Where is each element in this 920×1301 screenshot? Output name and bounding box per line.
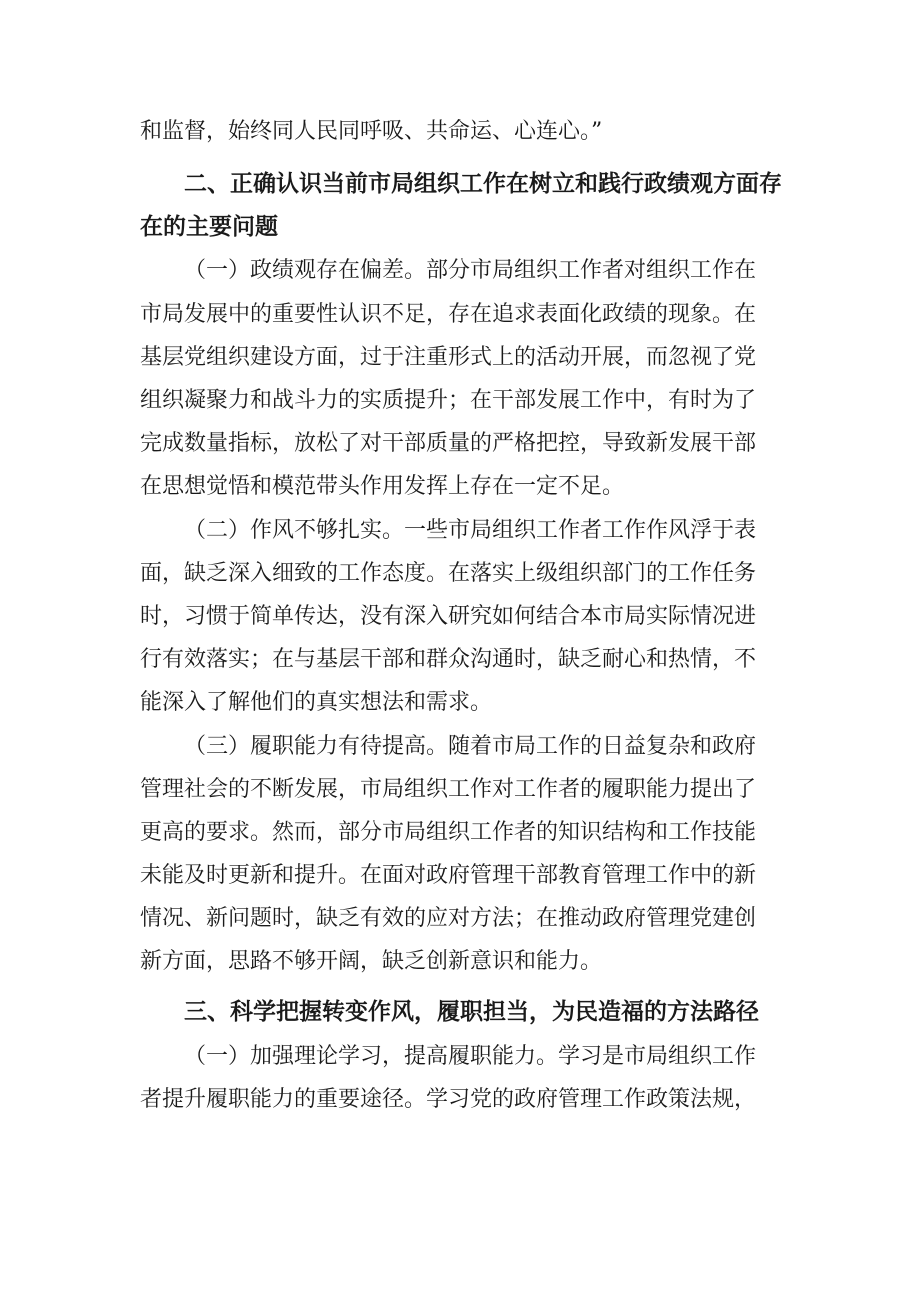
paragraph-line: （三）履职能力有待提高。随着市局工作的日益复杂和政府 — [184, 734, 757, 759]
paragraph-line: 情况、新问题时，缺乏有效的应对方法；在推动政府管理党建创 — [140, 906, 757, 931]
paragraph-line: （一）加强理论学习，提高履职能力。学习是市局组织工作 — [184, 1044, 757, 1069]
paragraph-line: 更高的要求。然而，部分市局组织工作者的知识结构和工作技能 — [140, 820, 757, 845]
paragraph-line: 在思想觉悟和模范带头作用发挥上存在一定不足。 — [140, 474, 625, 499]
paragraph-line: （一）政绩观存在偏差。部分市局组织工作者对组织工作在 — [184, 258, 757, 283]
paragraph-line: 管理社会的不断发展，市局组织工作对工作者的履职能力提出了 — [140, 777, 757, 802]
paragraph-line: 能深入了解他们的真实想法和需求。 — [140, 690, 493, 715]
section-heading-2-cont: 在的主要问题 — [140, 214, 278, 240]
section-heading-2: 二、正确认识当前市局组织工作在树立和践行政绩观方面存 — [184, 171, 782, 197]
paragraph-line: 基层党组织建设方面，过于注重形式上的活动开展，而忽视了党 — [140, 345, 757, 370]
paragraph-line: 市局发展中的重要性认识不足，存在追求表面化政绩的现象。在 — [140, 302, 757, 327]
paragraph-line: 者提升履职能力的重要途径。学习党的政府管理工作政策法规， — [140, 1087, 757, 1112]
paragraph-line: 面，缺乏深入细致的工作态度。在落实上级组织部门的工作任务 — [140, 561, 757, 586]
paragraph-line: 未能及时更新和提升。在面对政府管理干部教育管理工作中的新 — [140, 863, 757, 888]
paragraph-line: 和监督，始终同人民同呼吸、共命运、心连心。” — [140, 119, 603, 144]
paragraph-line: 时，习惯于简单传达，没有深入研究如何结合本市局实际情况进 — [140, 604, 757, 629]
paragraph-line: 行有效落实；在与基层干部和群众沟通时，缺乏耐心和热情，不 — [140, 647, 757, 672]
section-heading-3: 三、科学把握转变作风，履职担当，为民造福的方法路径 — [184, 999, 759, 1025]
paragraph-line: （二）作风不够扎实。一些市局组织工作者工作作风浮于表 — [184, 518, 757, 543]
paragraph-line: 组织凝聚力和战斗力的实质提升；在干部发展工作中，有时为了 — [140, 388, 757, 413]
paragraph-line: 完成数量指标，放松了对干部质量的严格把控，导致新发展干部 — [140, 431, 757, 456]
paragraph-line: 新方面，思路不够开阔，缺乏创新意识和能力。 — [140, 949, 603, 974]
